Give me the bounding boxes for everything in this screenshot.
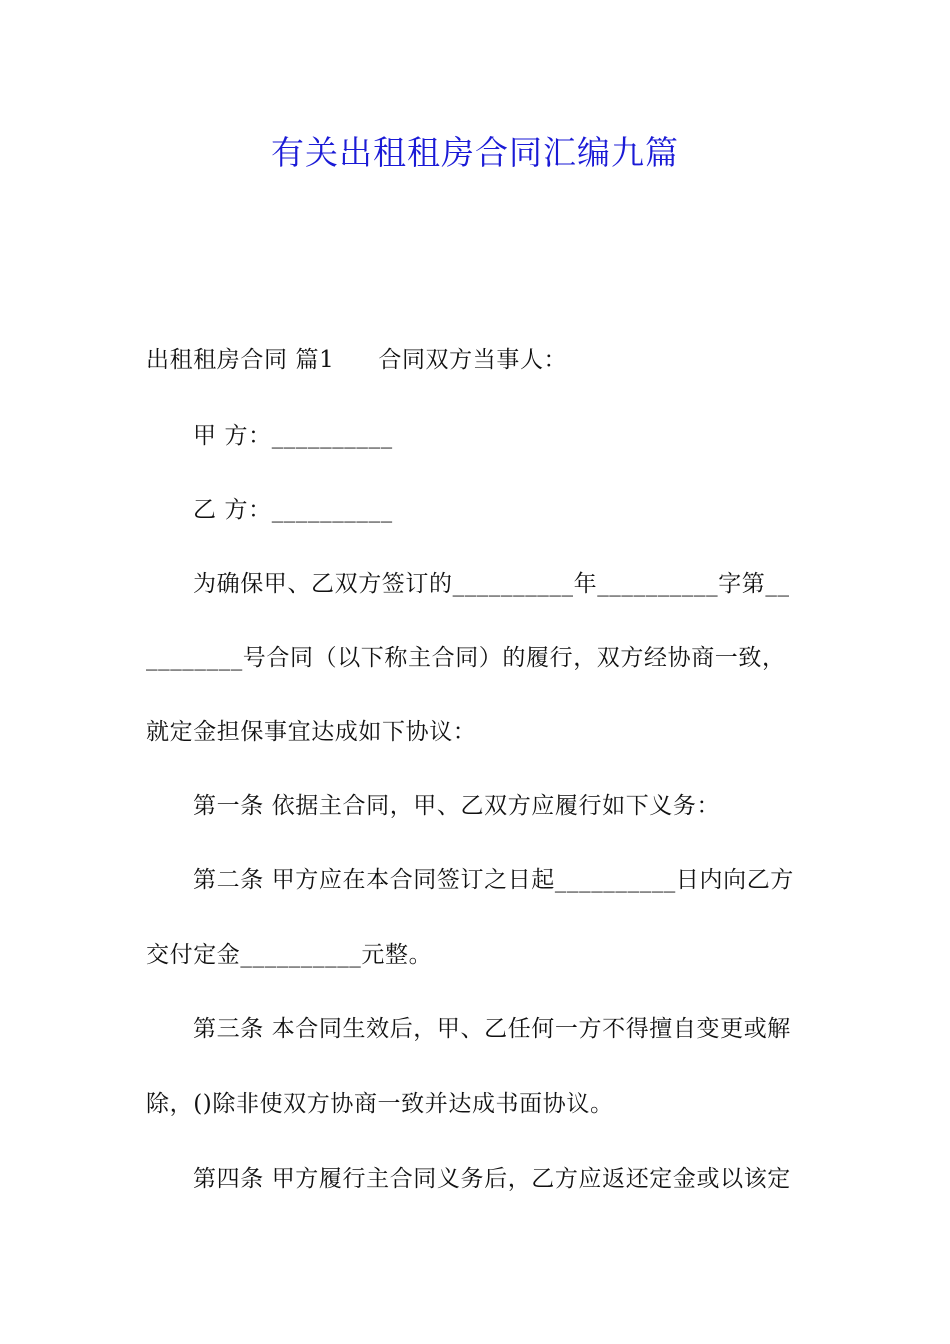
article-3-line: 第三条 本合同生效后，甲、乙任何一方不得擅自变更或解 bbox=[193, 1016, 791, 1042]
article-4-line: 第四条 甲方履行主合同义务后，乙方应返还定金或以该定 bbox=[193, 1166, 791, 1192]
section-intro: 合同双方当事人： bbox=[378, 347, 568, 373]
paragraph-line: 除，()除非使双方协商一致并达成书面协议。 bbox=[146, 1091, 614, 1117]
party-b-line: 乙 方：__________ bbox=[193, 497, 393, 523]
party-a-line: 甲 方：__________ bbox=[193, 423, 393, 449]
article-2-line: 第二条 甲方应在本合同签订之日起__________日内向乙方 bbox=[193, 867, 794, 893]
paragraph-line: 交付定金__________元整。 bbox=[146, 942, 433, 968]
paragraph-line: 为确保甲、乙双方签订的__________年__________字第__ bbox=[193, 571, 790, 597]
section-heading: 出租租房合同 篇1 bbox=[146, 347, 335, 373]
article-1-line: 第一条 依据主合同，甲、乙双方应履行如下义务： bbox=[193, 793, 721, 819]
paragraph-line bbox=[146, 342, 810, 378]
paragraph-line: 就定金担保事宜达成如下协议： bbox=[146, 719, 477, 745]
document-title: 有关出租租房合同汇编九篇 bbox=[271, 133, 679, 172]
paragraph-line: ________号合同（以下称主合同）的履行，双方经协商一致， bbox=[146, 645, 786, 671]
